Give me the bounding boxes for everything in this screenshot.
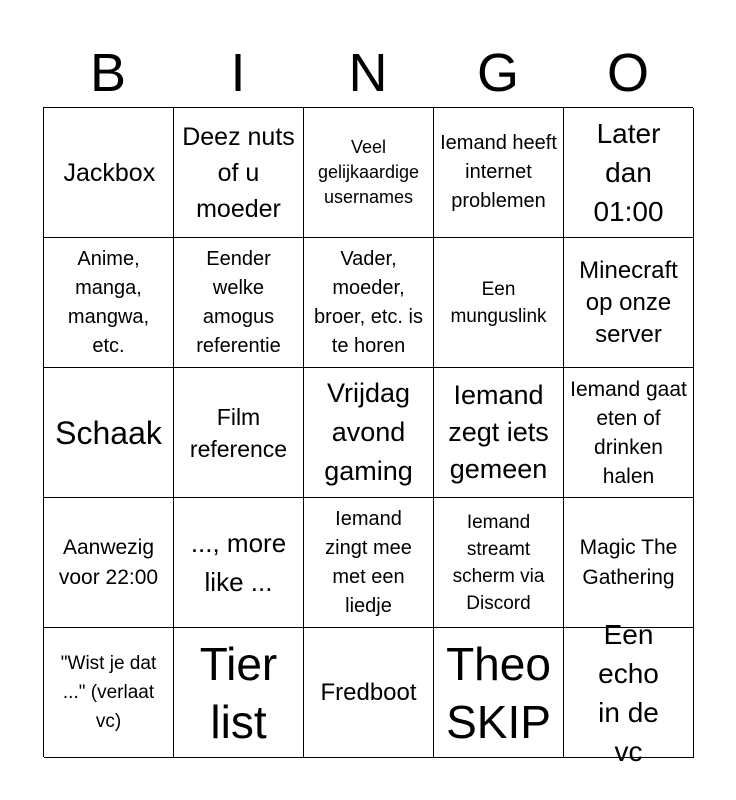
bingo-cell-r3c4[interactable] [434, 368, 564, 498]
bingo-cell-text: "Wist je dat ..." (verlaat vc) [60, 653, 157, 732]
bingo-cell-text: Theo SKIP [446, 637, 551, 748]
bingo-cell-r2c4[interactable] [434, 238, 564, 368]
bingo-cell-text: Later dan 01:00 [593, 118, 664, 227]
bingo-cell-text: Fredboot [320, 678, 417, 706]
bingo-cell-r1c3[interactable] [304, 108, 434, 238]
bingo-cell-text: Jackbox [63, 158, 156, 187]
bingo-cell-r3c3[interactable] [304, 368, 434, 498]
bingo-cell-text: Tier list [199, 637, 278, 748]
bingo-cell-text: Aanwezig voor 22:00 [58, 535, 159, 589]
bingo-cell-text: Film reference [189, 403, 288, 462]
bingo-cell-r5c4[interactable] [434, 628, 564, 758]
bingo-cell-r4c1[interactable] [44, 498, 174, 628]
header-letter-o: O [606, 43, 649, 103]
bingo-cell-r2c3[interactable] [304, 238, 434, 368]
header-letter-g: G [476, 43, 519, 103]
bingo-cell-text: Iemand zegt iets gemeen [448, 380, 549, 484]
bingo-cell-text: Een echo in de vc [598, 618, 659, 767]
bingo-cell-text: Veel gelijkaardige usernames [317, 137, 420, 207]
bingo-cell-r1c5[interactable] [564, 108, 694, 238]
bingo-cell-r4c5[interactable] [564, 498, 694, 628]
header-letter-b: B [89, 43, 127, 103]
bingo-cell-r2c1[interactable] [44, 238, 174, 368]
bingo-cell-r1c4[interactable] [434, 108, 564, 238]
bingo-cell-text: Iemand heeft internet problemen [440, 132, 557, 212]
bingo-cell-text: Eender welke amogus referentie [196, 247, 281, 357]
bingo-cell-r2c5[interactable] [564, 238, 694, 368]
bingo-cell-text: Iemand gaat eten of drinken halen [570, 377, 687, 488]
bingo-cell-r3c1[interactable] [44, 368, 174, 498]
bingo-cell-r5c1[interactable] [44, 628, 174, 758]
bingo-cell-text: Schaak [55, 414, 162, 451]
header-letter-i: I [230, 43, 246, 103]
bingo-cell-r5c3[interactable] [304, 628, 434, 758]
bingo-cell-r1c1[interactable] [44, 108, 174, 238]
bingo-cell-r5c5[interactable] [564, 618, 694, 767]
bingo-cell-r5c2[interactable] [174, 628, 304, 758]
bingo-cell-text: Een munguslink [450, 278, 547, 327]
bingo-cell-r4c3[interactable] [304, 498, 434, 628]
bingo-cell-text: Anime, manga, mangwa, etc. [67, 247, 150, 357]
header-letter-n: N [348, 43, 388, 103]
bingo-cell-r4c4[interactable] [434, 498, 564, 628]
bingo-cell-r1c2[interactable] [174, 108, 304, 238]
bingo-cell-text: Iemand streamt scherm via Discord [452, 511, 545, 614]
bingo-cell-text: Magic The Gathering [579, 535, 678, 589]
bingo-cell-r3c5[interactable] [564, 368, 694, 498]
bingo-cell-text: Vrijdag avond gaming [324, 378, 413, 486]
bingo-cell-r3c2[interactable] [174, 368, 304, 498]
bingo-cell-text: ..., more like ... [190, 527, 287, 597]
bingo-cell-r4c2[interactable] [174, 498, 304, 628]
bingo-card-grid [43, 107, 693, 767]
bingo-cell-r2c2[interactable] [174, 238, 304, 368]
bingo-header [43, 38, 693, 108]
bingo-cell-text: Iemand zingt mee met een liedje [325, 507, 412, 617]
bingo-cell-text: Minecraft op onze server [579, 256, 678, 348]
bingo-cell-text: Deez nuts of u moeder [182, 122, 295, 223]
bingo-cell-text: Vader, moeder, broer, etc. is te horen [314, 247, 423, 357]
